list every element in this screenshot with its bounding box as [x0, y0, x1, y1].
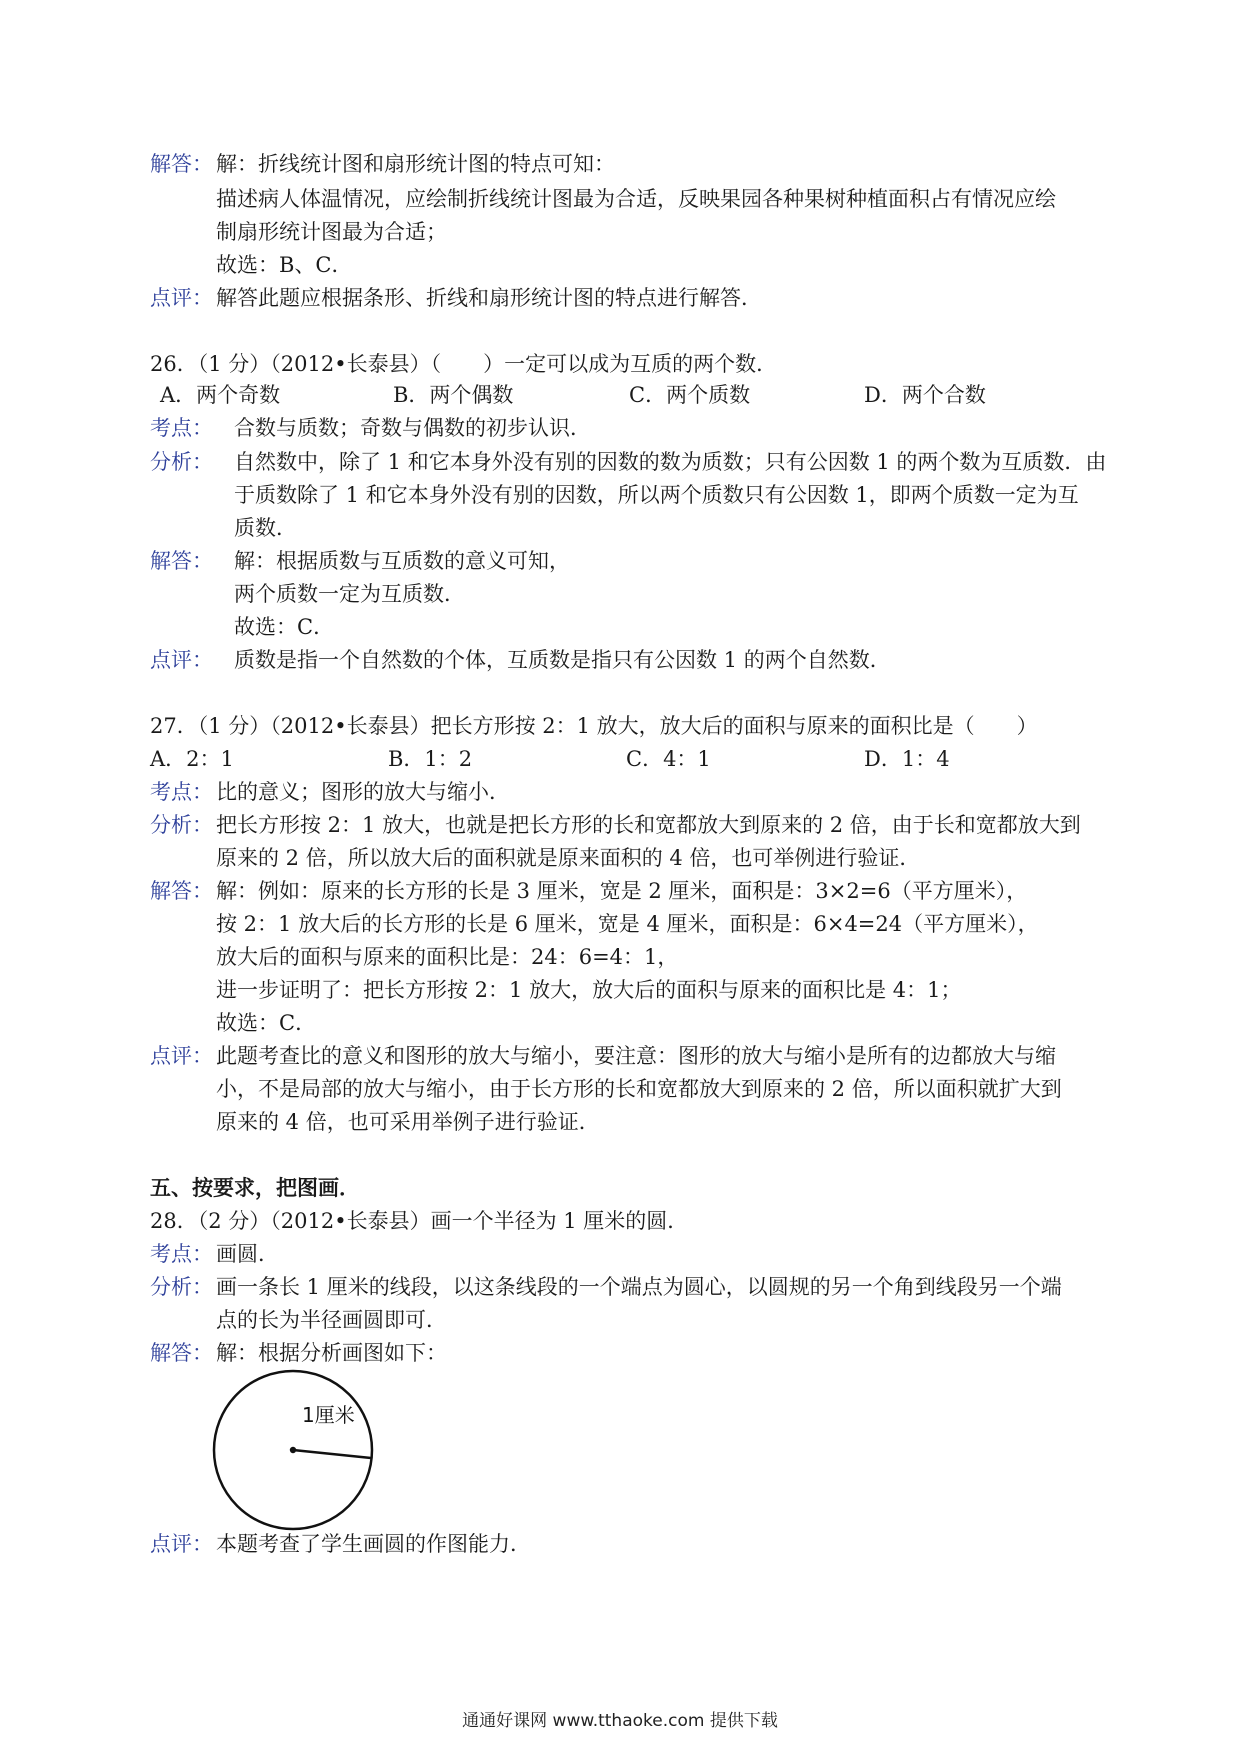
- q27-jieda-line-1: 解：例如：原来的长方形的长是 3 厘米，宽是 2 厘米，面积是：3×2=6（平方厘米），: [216, 879, 1028, 903]
- q27-jieda-line-2: 按 2：1 放大后的长方形的长是 6 厘米，宽是 4 厘米，面积是：6×4=24（平方厘米），: [216, 912, 1039, 936]
- q28-stem: 28．（2 分）（2012•长泰县）画一个半径为 1 厘米的圆．: [150, 1209, 689, 1233]
- footer-watermark: 通通好课网 www.tthaoke.com 提供下载: [462, 1711, 778, 1731]
- q27-fenxi-line-1: 把长方形按 2：1 放大，也就是把长方形的长和宽都放大到原来的 2 倍，由于长和宽都放大到: [216, 813, 1081, 837]
- circle-center-dot: [290, 1447, 296, 1453]
- q26-fenxi-line-2: 于质数除了 1 和它本身外没有别的因数，所以两个质数只有公因数 1，即两个质数一定为互: [234, 483, 1079, 507]
- q27-jieda-line-4: 进一步证明了：把长方形按 2：1 放大，放大后的面积与原来的面积比是 4：1；: [216, 978, 962, 1002]
- q27-dianping-line-3: 原来的 4 倍，也可采用举例子进行验证．: [216, 1110, 600, 1134]
- q27-fenxi-label: 分析：: [150, 813, 213, 837]
- q26-option-c: C．两个质数: [629, 383, 751, 407]
- q28-kaodian: 画圆．: [216, 1242, 279, 1266]
- q28-jieda: 解：根据分析画图如下：: [216, 1341, 447, 1365]
- q28-fenxi-line-2: 点的长为半径画圆即可．: [216, 1308, 447, 1332]
- q26-stem: 26．（1 分）（2012•长泰县）（ ）一定可以成为互质的两个数．: [150, 352, 778, 376]
- q26-kaodian-label: 考点：: [150, 416, 213, 440]
- q27-option-a: A．2：1: [150, 747, 234, 771]
- q26-fenxi-line-1: 自然数中，除了 1 和它本身外没有别的因数的数为质数；只有公因数 1 的两个数为互质数．由: [234, 450, 1107, 474]
- q26-jieda-line-1: 解：根据质数与互质数的意义可知，: [234, 549, 570, 573]
- q26-option-a: A．两个奇数: [160, 383, 281, 407]
- q26-kaodian: 合数与质数；奇数与偶数的初步认识．: [234, 416, 591, 440]
- q28-fenxi-label: 分析：: [150, 1275, 213, 1299]
- q26-option-b: B．两个偶数: [393, 383, 514, 407]
- q28-kaodian-label: 考点：: [150, 1242, 213, 1266]
- q25-dianping: 解答此题应根据条形、折线和扇形统计图的特点进行解答．: [216, 286, 762, 310]
- q27-option-c: C．4：1: [626, 747, 711, 771]
- q27-dianping-label: 点评：: [150, 1044, 213, 1068]
- q26-jieda-label: 解答：: [150, 549, 213, 573]
- radius-line: [293, 1450, 371, 1458]
- q27-jieda-label: 解答：: [150, 879, 213, 903]
- radius-label: 1厘米: [302, 1403, 355, 1427]
- q27-option-d: D．1：4: [864, 747, 950, 771]
- q27-stem: 27．（1 分）（2012•长泰县）把长方形按 2：1 放大，放大后的面积与原来的面积比是（ ）: [150, 714, 1038, 738]
- q26-fenxi-label: 分析：: [150, 450, 213, 474]
- q28-dianping-label: 点评：: [150, 1532, 213, 1556]
- q27-kaodian-label: 考点：: [150, 780, 213, 804]
- q25-jieda-line-1: 解：折线统计图和扇形统计图的特点可知：: [216, 152, 615, 176]
- q27-fenxi-line-2: 原来的 2 倍，所以放大后的面积就是原来面积的 4 倍，也可举例进行验证．: [216, 846, 921, 870]
- q25-jieda-line-3: 制扇形统计图最为合适；: [216, 220, 447, 244]
- q26-dianping: 质数是指一个自然数的个体，互质数是指只有公因数 1 的两个自然数．: [234, 648, 891, 672]
- q26-fenxi-line-3: 质数．: [234, 516, 297, 540]
- q25-jieda-label: 解答：: [150, 152, 213, 176]
- q26-dianping-label: 点评：: [150, 648, 213, 672]
- q28-fenxi-line-1: 画一条长 1 厘米的线段，以这条线段的一个端点为圆心，以圆规的另一个角到线段另一个端: [216, 1275, 1062, 1299]
- q27-kaodian: 比的意义；图形的放大与缩小．: [216, 780, 510, 804]
- q25-dianping-label: 点评：: [150, 286, 213, 310]
- section-5-heading: 五、按要求，把图画．: [150, 1175, 360, 1200]
- q27-dianping-line-2: 小，不是局部的放大与缩小，由于长方形的长和宽都放大到原来的 2 倍，所以面积就扩大到: [216, 1077, 1062, 1101]
- q27-option-b: B．1：2: [388, 747, 473, 771]
- q28-dianping: 本题考查了学生画圆的作图能力．: [216, 1532, 531, 1556]
- q27-jieda-line-3: 放大后的面积与原来的面积比是：24：6=4：1，: [216, 945, 679, 969]
- q27-jieda-line-5: 故选：C．: [216, 1011, 317, 1035]
- q26-option-d: D．两个合数: [864, 383, 986, 407]
- q26-jieda-line-2: 两个质数一定为互质数．: [234, 582, 465, 606]
- q28-jieda-label: 解答：: [150, 1341, 213, 1365]
- q26-jieda-line-3: 故选：C．: [234, 615, 335, 639]
- circle-figure: [208, 1365, 378, 1535]
- q25-jieda-line-4: 故选：B、C．: [216, 253, 353, 277]
- q25-jieda-line-2: 描述病人体温情况，应绘制折线统计图最为合适，反映果园各种果树种植面积占有情况应绘: [216, 187, 1056, 211]
- q27-dianping-line-1: 此题考查比的意义和图形的放大与缩小，要注意：图形的放大与缩小是所有的边都放大与缩: [216, 1044, 1056, 1068]
